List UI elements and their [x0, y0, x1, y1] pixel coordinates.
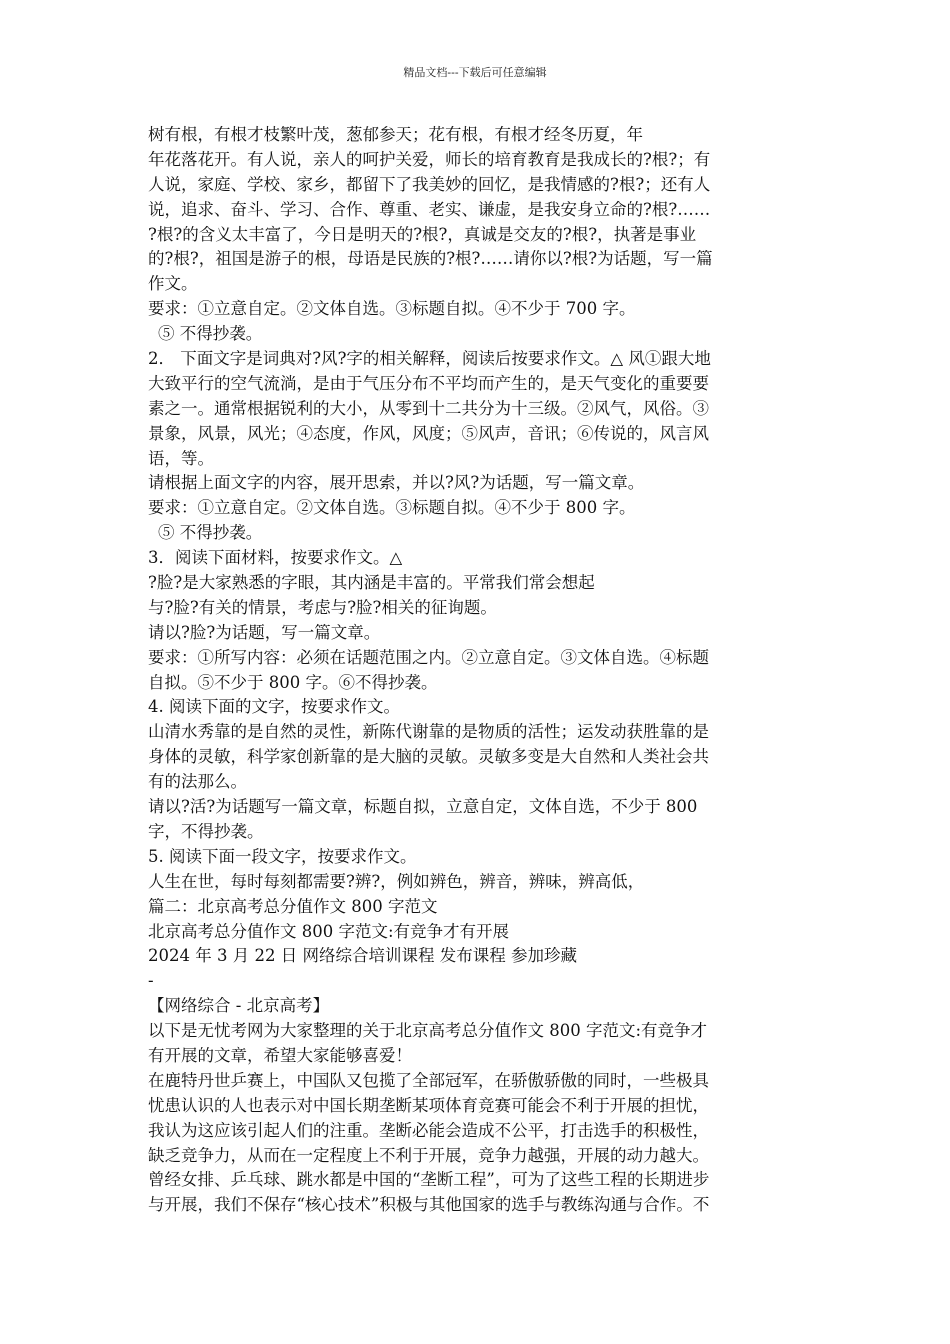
text-line: 我认为这应该引起人们的注重。垄断必能会造成不公平，打击选手的积极性， — [148, 1120, 709, 1140]
prompt-heading: 3．阅读下面材料，按要求作文。△ — [148, 548, 403, 568]
document-body — [148, 123, 808, 1218]
text-line: 年花落花开。有人说，亲人的呵护关爱，师长的培育教育是我成长的?根?；有 — [148, 149, 711, 169]
category-tag: 【网络综合 - 北京高考】 — [148, 996, 330, 1016]
text-line: 有的法那么。 — [148, 772, 247, 792]
text-line: 的?根?，祖国是游子的根，母语是民族的?根?……请你以?根?为话题，写一篇 — [148, 249, 713, 269]
article-meta: 2024 年 3 月 22 日 网络综合培训课程 发布课程 参加珍藏 — [148, 946, 577, 966]
page-header: 精品文档---下载后可任意编辑 — [403, 66, 547, 79]
text-line: 请根据上面文字的内容，展开思索，并以?风?为话题，写一篇文章。 — [148, 473, 645, 493]
text-line: 有开展的文章，希望大家能够喜爱！ — [148, 1045, 412, 1065]
text-line: ?根?的含义太丰富了，今日是明天的?根?，真诚是交友的?根?，执著是事业 — [148, 224, 697, 244]
text-line: 人生在世，每时每刻都需要?辨?，例如辨色，辨音，辨味，辨高低， — [148, 871, 645, 891]
prompt-heading: 4. 阅读下面的文字，按要求作文。 — [148, 697, 400, 717]
text-line: 景象，风景，风光；④态度，作风，风度；⑤风声，音讯；⑥传说的，风言风 — [148, 423, 709, 443]
requirements-line: ⑤ 不得抄袭。 — [158, 523, 263, 543]
text-line: 以下是无忧考网为大家整理的关于北京高考总分值作文 800 字范文:有竞争才 — [148, 1021, 708, 1041]
requirements-line: 要求：①立意自定。②文体自选。③标题自拟。④不少于 700 字。 — [148, 299, 636, 319]
text-line: 素之一。通常根据锐利的大小，从零到十二共分为十三级。②风气，风俗。③ — [148, 398, 709, 418]
text-line: 树有根，有根才枝繁叶茂，葱郁参天；花有根，有根才经冬历夏，年 — [148, 125, 643, 144]
requirements-line: 要求：①所写内容：必须在话题范围之内。②立意自定。③文体自选。④标题 — [148, 647, 709, 667]
text-line: 语，等。 — [148, 448, 214, 468]
text-line: 字，不得抄袭。 — [148, 821, 264, 841]
text-line: 忧患认识的人也表示对中国长期垄断某项体育竞赛可能会不利于开展的担忧， — [148, 1095, 709, 1115]
section-title: 篇二：北京高考总分值作文 800 字范文 — [148, 896, 438, 916]
text-line: 曾经女排、乒乓球、跳水都是中国的“垄断工程”，可为了这些工程的长期进步 — [148, 1170, 710, 1190]
text-line: 山清水秀靠的是自然的灵性，新陈代谢靠的是物质的活性；运发动获胜靠的是 — [148, 722, 709, 742]
text-line: 说，追求、奋斗、学习、合作、尊重、老实、谦虚，是我安身立命的?根?…… — [148, 199, 711, 219]
prompt-heading: 5. 阅读下面一段文字，按要求作文。 — [148, 846, 417, 866]
text-line: 人说，家庭、学校、家乡，都留下了我美妙的回忆，是我情感的?根?；还有人 — [148, 174, 711, 194]
separator-dash: - — [148, 971, 154, 991]
text-line: 大致平行的空气流淌，是由于气压分布不平均而产生的，是天气变化的重要要 — [148, 373, 709, 393]
text-line: ?脸?是大家熟悉的字眼，其内涵是丰富的。平常我们常会想起 — [148, 573, 595, 593]
text-line: 与?脸?有关的情景，考虑与?脸?相关的征询题。 — [148, 597, 497, 617]
text-line: 作文。 — [148, 274, 198, 294]
requirements-line: 要求：①立意自定。②文体自选。③标题自拟。④不少于 800 字。 — [148, 498, 636, 518]
text-line: 在鹿特丹世乒赛上，中国队又包揽了全部冠军，在骄傲骄傲的同时，一些极具 — [148, 1070, 709, 1090]
article-title: 北京高考总分值作文 800 字范文:有竞争才有开展 — [148, 921, 510, 941]
text-line: 与开展，我们不保存“核心技术”积极与其他国家的选手与教练沟通与合作。不 — [148, 1195, 710, 1215]
prompt-heading: 2． 下面文字是词典对?风?字的相关解释，阅读后按要求作文。△ 风①跟大地 — [148, 349, 711, 369]
text-line: 身体的灵敏，科学家创新靠的是大脑的灵敏。灵敏多变是大自然和人类社会共 — [148, 747, 709, 767]
text-line: 请以?活?为话题写一篇文章，标题自拟，立意自定，文体自选，不少于 800 — [148, 797, 698, 817]
text-line: 请以?脸?为话题，写一篇文章。 — [148, 622, 381, 642]
text-line: 缺乏竞争力，从而在一定程度上不利于开展，竞争力越强，开展的动力越大。 — [148, 1145, 709, 1165]
requirements-line: 自拟。⑤不少于 800 字。⑥不得抄袭。 — [148, 672, 438, 692]
requirements-line: ⑤ 不得抄袭。 — [158, 324, 263, 344]
